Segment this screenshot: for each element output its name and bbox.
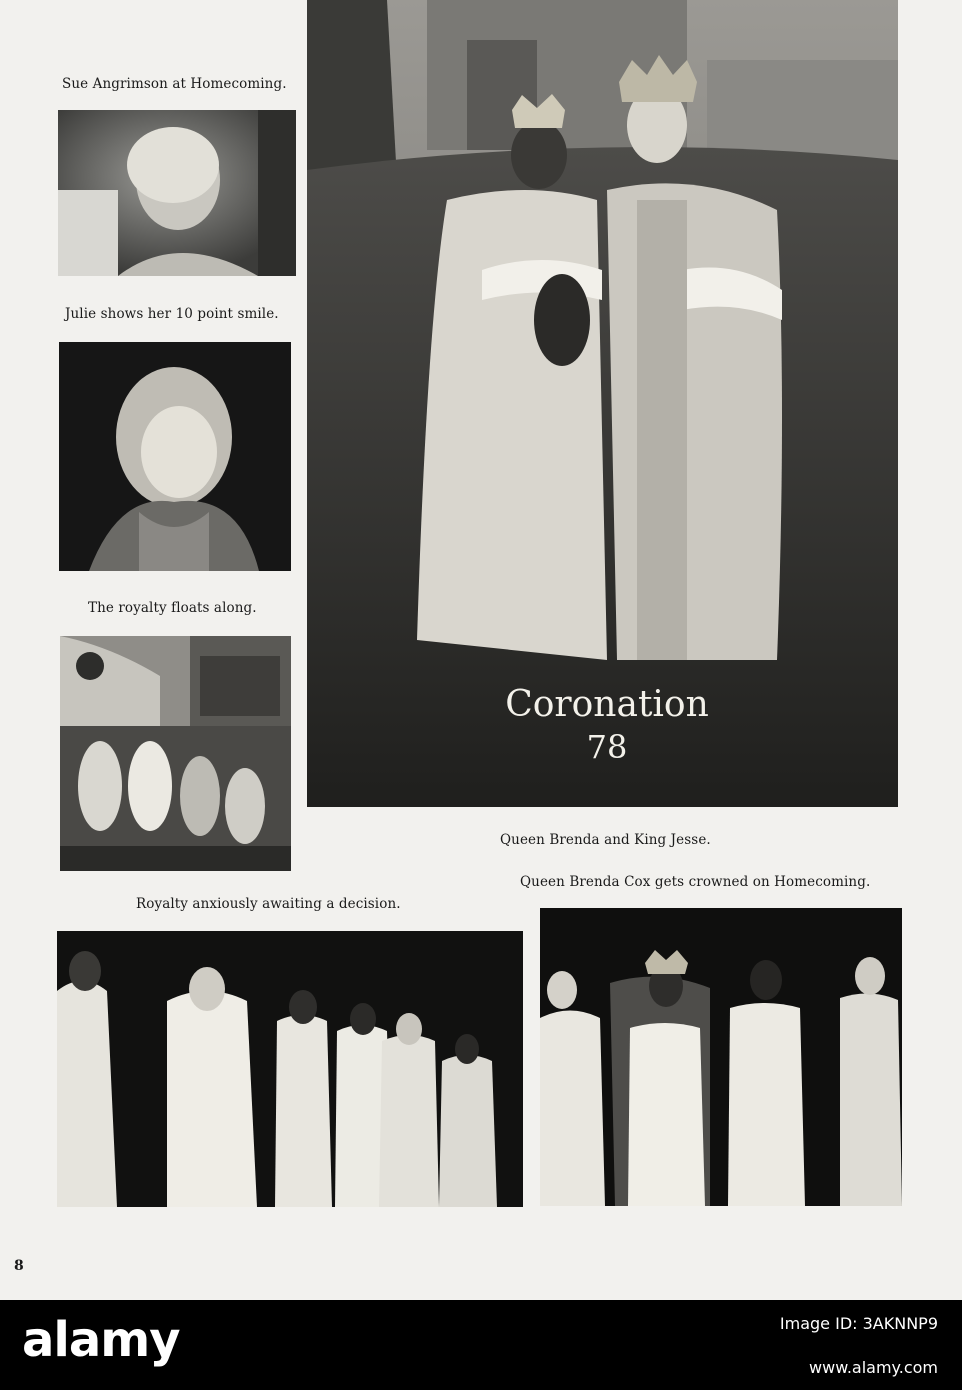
- photo-sue-angrimson: [58, 110, 296, 276]
- caption-queen-king: Queen Brenda and King Jesse.: [500, 832, 711, 848]
- photo-coronation-feature: [307, 0, 898, 807]
- caption-royalty-floats: The royalty floats along.: [88, 600, 257, 616]
- feature-title-coronation: Coronation: [505, 684, 709, 725]
- site-url[interactable]: www.alamy.com: [809, 1358, 938, 1377]
- feature-title-year: 78: [586, 728, 628, 766]
- watermark-footer: [0, 1300, 962, 1390]
- photo-julie: [59, 342, 291, 571]
- photo-royalty-float: [60, 636, 291, 871]
- photo-royalty-awaiting: [57, 931, 523, 1207]
- caption-sue: Sue Angrimson at Homecoming.: [62, 76, 287, 92]
- brand-logo: alamy: [22, 1312, 180, 1368]
- caption-awaiting-decision: Royalty anxiously awaiting a decision.: [136, 896, 401, 912]
- caption-julie: Julie shows her 10 point smile.: [65, 306, 279, 322]
- image-id-label: Image ID: 3AKNNP9: [779, 1314, 938, 1333]
- caption-crowned: Queen Brenda Cox gets crowned on Homecoming.: [520, 874, 871, 890]
- photo-queen-crowned: [540, 908, 902, 1206]
- page-number: 8: [14, 1258, 24, 1274]
